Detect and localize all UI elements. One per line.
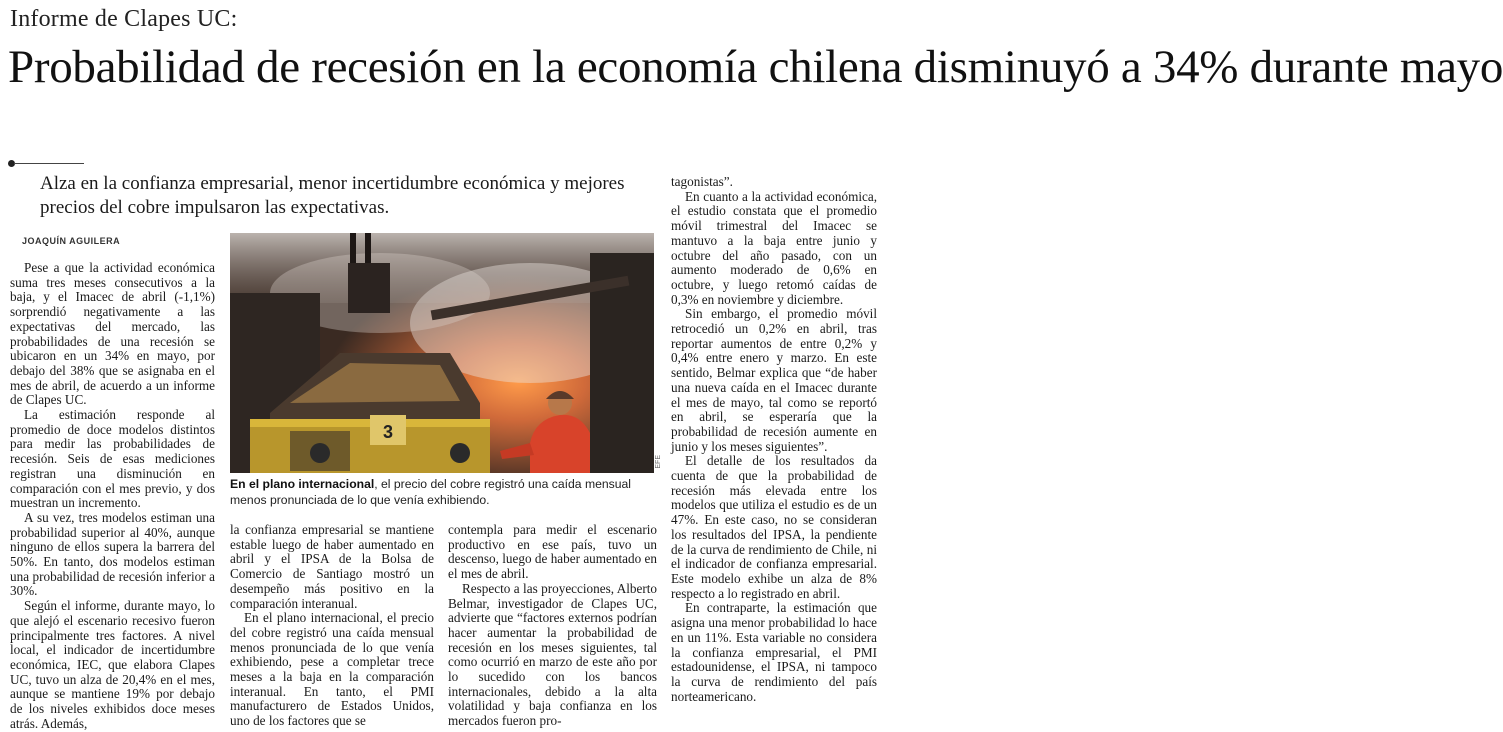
article-deck: Alza en la confianza empresarial, menor incertidumbre económica y mejores precios del cobre impulsaron las expectativas. xyxy=(40,173,625,218)
paragraph: En cuanto a la actividad económica, el estudio constata que el promedio móvil trimestral del Imacec se mantuvo a la baja entre junio y octubre del año pasado, con un aumento moderado de 0,6% en octubre, y luego retomó caídas de 0,3% en noviembre y diciembre. xyxy=(671,188,877,307)
caption-lead: En el plano internacional xyxy=(230,477,375,491)
paragraph: Sin embargo, el promedio móvil retrocedió un 0,2% en abril, tras reportar aumentos de entre 0,2% y 0,4% entre enero y marzo. En este sentido, Belmar explica que “de haber una nueva caída en el Imacec durante el mes de mayo, tal como se reportó en abril, se esperaría que la probabilidad de recesión aumente en junio y los meses siguientes”. xyxy=(671,306,877,454)
paragraph: la confianza empresarial se mantiene estable luego de haber aumentado en abril y el IPSA de la Bolsa de Comercio de Santiago mostró un desempeño más positivo en la comparación interanual. xyxy=(230,522,434,611)
article-photo xyxy=(230,233,654,473)
photo-credit: EFE xyxy=(655,455,662,469)
column-4 xyxy=(671,175,877,704)
paragraph: tagonistas”. xyxy=(671,174,733,189)
paragraph: Según el informe, durante mayo, lo que alejó el escenario recesivo fueron principalmente tres factores. A nivel local, el indicador de incertidumbre económica, IEC, que elabora Clapes UC, tuvo un alza de 20,4% en el mes, aunque se mantiene 19% por debajo de los niveles exhibidos doce meses atrás. Además, xyxy=(10,598,215,731)
photo-caption xyxy=(230,477,658,508)
caption-text: , el precio del cobre registró una caída mensual menos pronunciada de lo que venía exhibiendo. xyxy=(230,477,632,507)
foundry-photo-illustration xyxy=(230,233,654,473)
machine-number: 3 xyxy=(382,422,394,442)
article-headline: Probabilidad de recesión en la economía chilena disminuyó a 34% durante mayo xyxy=(8,41,1503,93)
article-byline: JOAQUÍN AGUILERA xyxy=(22,236,121,246)
paragraph: A su vez, tres modelos estiman una probabilidad superior al 40%, aunque ninguno de ellos supera la barrera del 50%. En tanto, dos modelos estiman una probabilidad de recesión inferior a 30%. xyxy=(10,509,215,599)
column-2 xyxy=(230,523,434,729)
paragraph: contempla para medir el escenario productivo en ese país, tuvo un descenso, luego de haber aumentado en el mes de abril. xyxy=(448,522,657,582)
paragraph: En contraparte, la estimación que asigna una menor probabilidad lo hace en un 11%. Esta variable no considera la confianza empresarial, el PMI estadounidense, el IPSA, ni tampoco la curva de rendimiento del país norteamericano. xyxy=(671,600,877,704)
paragraph: Respecto a las proyecciones, Alberto Belmar, investigador de Clapes UC, advierte que “factores externos podrían hacer aumentar la probabilidad de recesión en los meses siguientes, tal como ocurrió en marzo de este año por lo sucedido con los bancos internacionales, debido a la alta volatilidad y baja confianza en los mercados fueron pro- xyxy=(448,580,657,729)
rule-line xyxy=(14,163,84,164)
column-3 xyxy=(448,523,657,729)
article-kicker: Informe de Clapes UC: xyxy=(10,6,238,32)
column-1 xyxy=(10,261,215,732)
paragraph: En el plano internacional, el precio del cobre registró una caída mensual menos pronunciada de lo que venía exhibiendo, pese a completar trece meses a la baja en la comparación interanual. En tanto, el PMI manufacturero de Estados Unidos, uno de los factores que se xyxy=(230,610,434,729)
paragraph: El detalle de los resultados da cuenta de que la probabilidad de recesión más elevada entre los modelos que utiliza el estudio es de un 47%. En este caso, no se consideran los resultados del IPSA, la pendiente de la curva de rendimiento de Chile, ni el indicador de confianza empresarial. Este modelo exhibe un alza de 8% respecto a lo registrado en abril. xyxy=(671,453,877,601)
paragraph: La estimación responde al promedio de doce modelos distintos para medir las probabilidades de recesión. Seis de esas mediciones registran una disminución en comparación con el mes previo, y dos muestran un incremento. xyxy=(10,407,215,511)
paragraph: Pese a que la actividad económica suma tres meses consecutivos a la baja, y el Imacec de abril (-1,1%) sorprendió negativamente a las expectativas del mercado, las probabilidades de una recesión se ubicaron en un 34% en mayo, por debajo del 38% que se asignaba en el mes de abril, de acuerdo a un informe de Clapes UC. xyxy=(10,260,215,408)
